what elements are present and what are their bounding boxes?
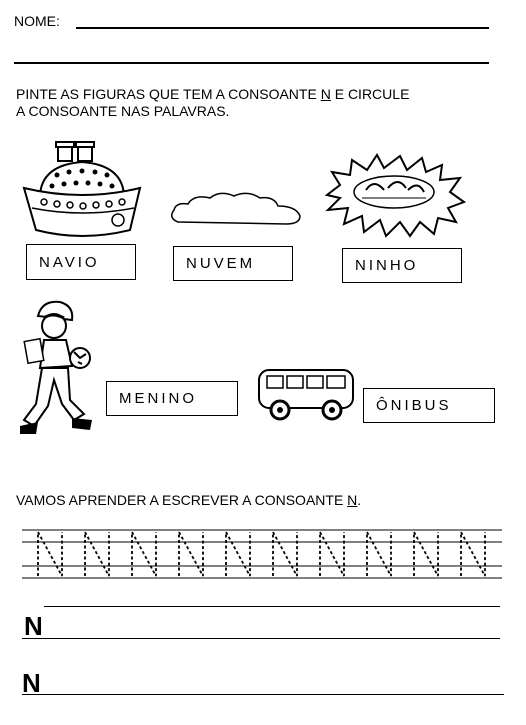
instruction-line-2: A CONSOANTE NAS PALAVRAS. — [16, 103, 230, 119]
practice-letter-n-1: N — [24, 611, 43, 641]
name-field-line[interactable] — [76, 27, 489, 29]
name-label: NOME: — [14, 13, 60, 29]
header-divider-line — [14, 62, 489, 64]
tracing-practice-area[interactable] — [22, 528, 502, 580]
practice-letter-n-2: N — [22, 668, 41, 698]
ship-illustration[interactable] — [22, 140, 142, 240]
instruction-text-suffix: E CIRCULE — [330, 86, 410, 102]
word-box-onibus[interactable]: ÔNIBUS — [363, 388, 495, 423]
instruction-line-1 — [16, 86, 409, 102]
word-box-navio[interactable]: NAVIO — [26, 244, 136, 280]
writing-instruction — [16, 492, 361, 508]
instruction-letter: N — [320, 86, 331, 102]
writing-line-bottom-1[interactable] — [22, 638, 500, 639]
nest-illustration[interactable] — [322, 150, 467, 240]
word-box-nuvem[interactable]: NUVEM — [173, 246, 293, 281]
word-box-ninho[interactable]: NINHO — [342, 248, 462, 283]
tracing-letter-n[interactable] — [179, 532, 203, 576]
word-box-menino[interactable]: MENINO — [106, 381, 238, 416]
tracing-letter-n[interactable] — [273, 532, 297, 576]
writing-instruction-text: VAMOS APRENDER A ESCREVER A CONSOANTE — [16, 492, 348, 508]
instruction-text: PINTE AS FIGURAS QUE TEM A CONSOANTE — [16, 86, 321, 102]
tracing-letter-n[interactable] — [132, 532, 156, 576]
writing-instruction-letter: N — [347, 492, 358, 508]
writing-line-top-1 — [44, 606, 500, 607]
tracing-letter-n[interactable] — [367, 532, 391, 576]
tracing-letter-n[interactable] — [38, 532, 62, 576]
cloud-illustration[interactable] — [168, 188, 303, 228]
boy-illustration[interactable] — [16, 296, 100, 440]
tracing-letter-n[interactable] — [414, 532, 438, 576]
writing-line-bottom-2[interactable] — [22, 694, 504, 695]
writing-instruction-suffix: . — [357, 492, 362, 508]
tracing-letter-n[interactable] — [85, 532, 109, 576]
bus-illustration[interactable] — [256, 366, 356, 424]
tracing-letter-n[interactable] — [226, 532, 250, 576]
tracing-letter-n[interactable] — [320, 532, 344, 576]
tracing-letter-n[interactable] — [461, 532, 485, 576]
